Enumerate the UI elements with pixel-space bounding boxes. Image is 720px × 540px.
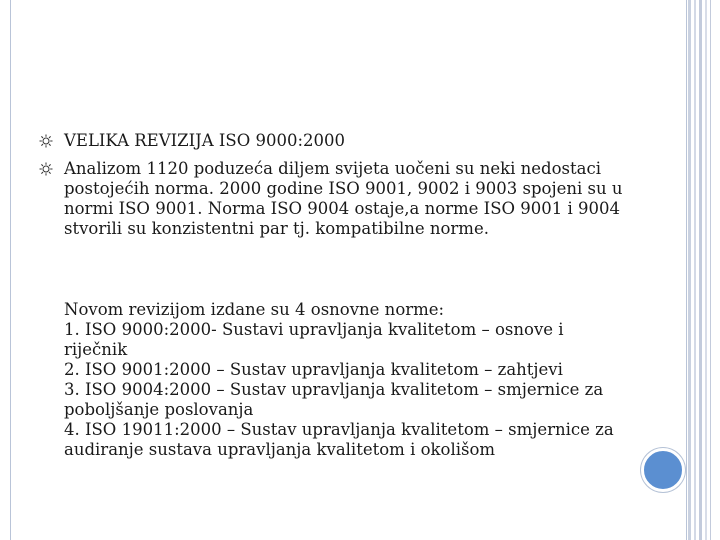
sun-bullet-icon [39,134,53,148]
bullet-text: Analizom 1120 poduzeća diljem svijeta uočeni su neki nedostaci postojećih norma. 2000 godine ISO 9001, 9002 i 9003 spojeni su u normi ISO 9001. Norma ISO 9004 ostaje,a norme ISO 9001 i 9004 stvorili su konzistentni par tj. kompatibilne norme. [64,159,628,238]
norm-item: 4. ISO 19011:2000 – Sustav upravljanja kvalitetom – smjernice za audiranje sustava upravljanja kvalitetom i okolišom [64,420,619,459]
decorative-edge-bars [688,0,720,540]
decorative-circle [641,448,685,492]
norms-paragraph [64,300,624,460]
edge-bar [710,0,720,540]
norm-item: 1. ISO 9000:2000- Sustavi upravljanja kvalitetom – osnove i riječnik [64,320,569,359]
edge-bar [688,0,691,540]
edge-bar [699,0,702,540]
norm-item: 3. ISO 9004:2000 – Sustav upravljanja kvalitetom – smjernice za poboljšanje poslovanja [64,380,609,419]
edge-bar [705,0,707,540]
edge-bar [694,0,696,540]
paragraph-intro: Novom revizijom izdane su 4 osnovne norme: [64,300,445,319]
sun-bullet-icon [39,162,53,176]
bullet-text: VELIKA REVIZIJA ISO 9000:2000 [64,131,346,150]
norm-item: 2. ISO 9001:2000 – Sustav upravljanja kvalitetom – zahtjevi [64,360,563,379]
